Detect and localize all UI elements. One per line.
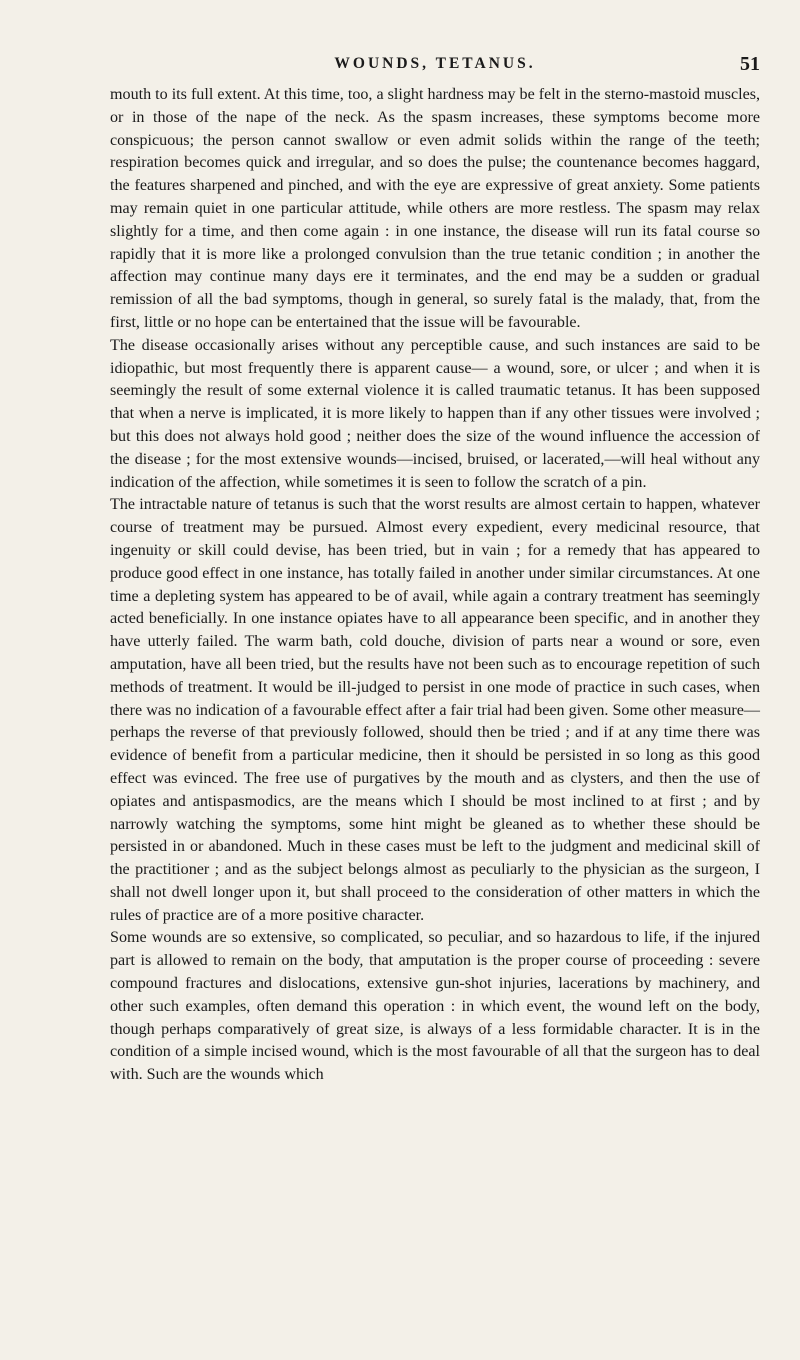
paragraph-4: Some wounds are so extensive, so complicated, so peculiar, and so hazardous to life, if the injured part is allowed to remain on the body, that amputation is the proper course of proceeding : severe compound fractures and dislocations, extensive gun-shot injuries, lacerations by machinery, and other such examples, often demand this operation : in which event, the wound left on the body, though perhaps comparatively of great size, is always of a less formidable character. It is in the condition of a simple incised wound, which is the most favourable of all that the surgeon has to deal with. Such are the wounds which <box>110 929 760 1084</box>
paragraph-1: mouth to its full extent. At this time, too, a slight hardness may be felt in the sterno-mastoid muscles, or in those of the nape of the neck. As the spasm increases, these symptoms become more conspicuous; the person cannot swallow or even admit solids within the range of the teeth; respiration becomes quick and irregular, and so does the pulse; the countenance becomes haggard, the features sharpened and pinched, and with the eye are expressive of great anxiety. Some patients may remain quiet in one particular attitude, while others are more restless. The spasm may relax slightly for a time, and then come again : in one instance, the disease will run its fatal course so rapidly that it is more like a prolonged convulsion than the true tetanic condition ; in another the affection may continue many days ere it terminates, and the end may be a sudden or gradual remission of all the bad symptoms, though in general, so surely fatal is the malady, that, from the first, little or no hope can be entertained that the issue will be favourable. <box>110 86 760 331</box>
running-head <box>110 50 760 78</box>
page-number: 51 <box>740 53 760 75</box>
paragraph-2: The disease occasionally arises without any perceptible cause, and such instances are said to be idiopathic, but most frequently there is apparent cause— a wound, sore, or ulcer ; and when it is seemingly the result of some external violence it is called traumatic tetanus. It has been supposed that when a nerve is implicated, it is more likely to happen than if any other tissues were involved ; but this does not always hold good ; neither does the size of the wound influence the accession of the disease ; for the most extensive wounds—incised, bruised, or lacerated,—will heal without any indication of the affection, while sometimes it is seen to follow the scratch of a pin. <box>110 336 760 491</box>
paragraph-3: The intractable nature of tetanus is such that the worst results are almost certain to happen, whatever course of treatment may be pursued. Almost every expedient, every medicinal resource, that ingenuity or skill could devise, has been tried, but in vain ; for a remedy that has appeared to produce good effect in one instance, has totally failed in another under similar circumstances. At one time a depleting system has appeared to be of avail, while again a contrary treatment has seemingly acted beneficially. In one instance opiates have to all appearance been specific, and in another they have utterly failed. The warm bath, cold douche, division of parts near a wound or sore, even amputation, have all been tried, but the results have not been such as to encourage repetition of such methods of treatment. It would be ill-judged to persist in one mode of practice in such cases, when there was no indication of a favourable effect after a fair trial had been given. Some other measure—perhaps the reverse of that previously followed, should then be tried ; and if at any time there was evidence of benefit from a particular medicine, then it should be persisted in so long as this good effect was evinced. The free use of purgatives by the mouth and as clysters, and then the use of opiates and antispasmodics, are the means which I should be most inclined to at first ; and by narrowly watching the symptoms, some hint might be gleaned as to whether these should be persisted in or abandoned. Much in these cases must be left to the judgment and medicinal skill of the practitioner ; and as the subject belongs almost as peculiarly to the physician as the surgeon, I shall not dwell longer upon it, but shall proceed to the consideration of other matters in which the rules of practice are of a more positive character. <box>110 496 760 924</box>
body-text <box>110 84 760 1087</box>
running-title: WOUNDS, TETANUS. <box>334 55 536 72</box>
